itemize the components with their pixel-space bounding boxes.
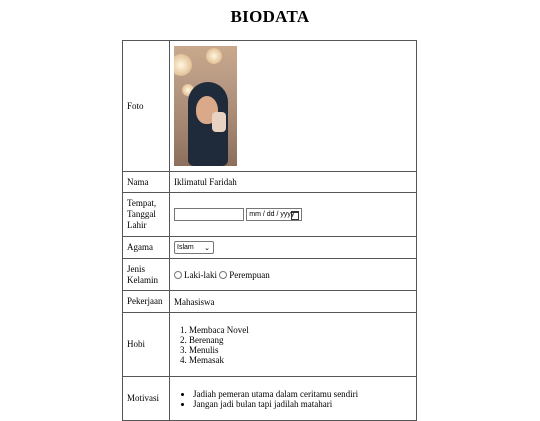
hobby-item: 2. Berenang: [189, 335, 416, 345]
religion-select[interactable]: Islam ⌄: [174, 241, 214, 254]
value-nama: Iklimatul Faridah: [170, 172, 417, 193]
ttl-cell: [170, 193, 417, 237]
label-agama: Agama: [123, 237, 170, 259]
value-pekerjaan: Mahasiswa: [170, 291, 417, 313]
motivation-item: • Jangan jadi bulan tapi jadilah matahari: [193, 399, 416, 409]
place-of-birth-input[interactable]: [174, 208, 244, 221]
label-pekerjaan: Pekerjaan: [123, 291, 170, 313]
row-jenis-kelamin: [123, 259, 417, 291]
photo-cell: [170, 41, 417, 172]
hobby-item: 4. Memasak: [189, 355, 416, 365]
gender-cell: [170, 259, 417, 291]
radio-laki-laki[interactable]: [174, 271, 182, 279]
row-agama: [123, 237, 417, 259]
radio-perempuan[interactable]: [219, 271, 227, 279]
row-nama: [123, 172, 417, 193]
label-foto: Foto: [123, 41, 170, 172]
profile-photo: [174, 46, 237, 166]
label-jenis-kelamin: Jenis Kelamin: [123, 259, 170, 291]
row-hobi: [123, 313, 417, 377]
page-title: BIODATA: [230, 7, 310, 26]
row-pekerjaan: [123, 291, 417, 313]
hobi-cell: [170, 313, 417, 377]
hobby-item: 1. Membaca Novel: [189, 325, 416, 335]
motivation-list: [174, 389, 416, 409]
radio-label-perempuan: Perempuan: [229, 269, 270, 280]
date-of-birth-input[interactable]: mm / dd / yyyy: [246, 208, 302, 221]
chevron-down-icon: ⌄: [204, 245, 210, 252]
row-motivasi: [123, 377, 417, 421]
hobby-item: 3. Menulis: [189, 345, 416, 355]
motivation-item: • Jadiah pemeran utama dalam ceritamu sendiri: [193, 389, 416, 399]
label-motivasi: Motivasi: [123, 377, 170, 421]
label-hobi: Hobi: [123, 313, 170, 377]
row-foto: [123, 41, 417, 172]
hobby-list: [174, 325, 416, 365]
label-ttl: Tempat, Tanggal Lahir: [123, 193, 170, 237]
calendar-icon[interactable]: [291, 211, 299, 220]
row-ttl: [123, 193, 417, 237]
label-nama: Nama: [123, 172, 170, 193]
biodata-table: [122, 40, 417, 421]
radio-label-laki-laki: Laki-laki: [184, 269, 217, 280]
agama-cell: [170, 237, 417, 259]
motivasi-cell: [170, 377, 417, 421]
